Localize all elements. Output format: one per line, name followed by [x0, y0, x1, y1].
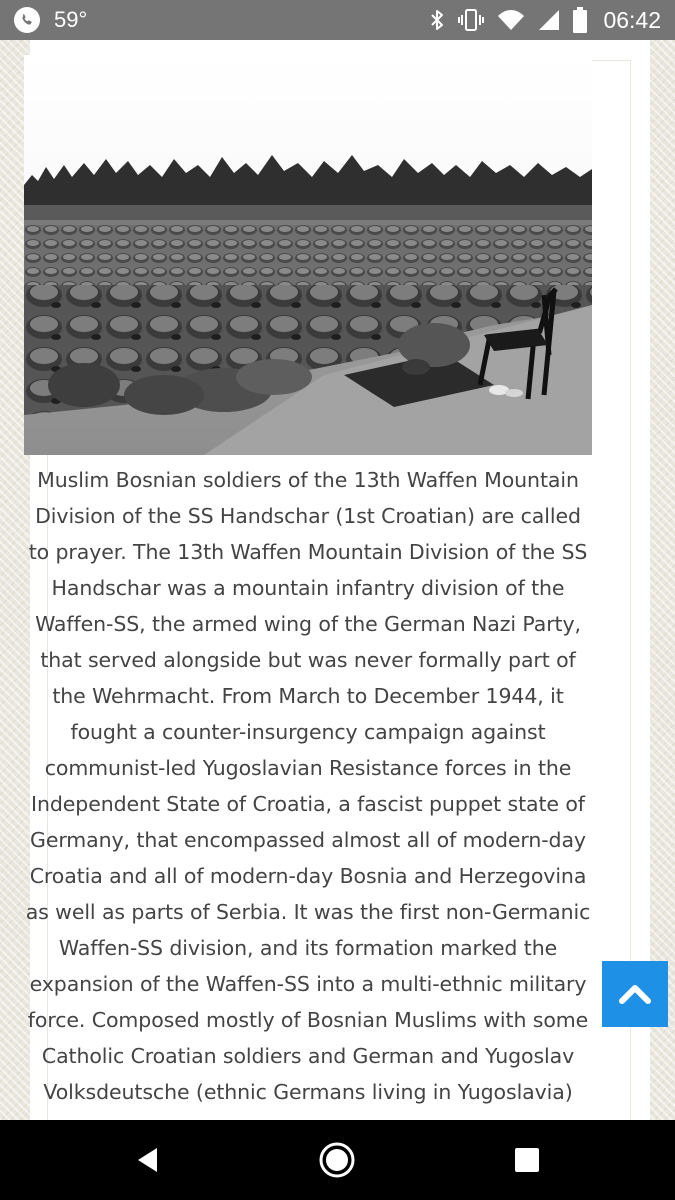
battery-icon	[573, 7, 587, 33]
temperature-text: 59°	[54, 7, 88, 32]
home-icon	[318, 1141, 356, 1179]
home-button[interactable]	[292, 1120, 382, 1200]
cell-signal-icon	[537, 8, 561, 32]
whatsapp-icon	[14, 7, 40, 33]
photo-caption: Muslim Bosnian soldiers of the 13th Waffen Mountain Division of the SS Handschar (1st Croatian) are called to prayer. The 13th Waffen Mountain Division of the SS Handschar was a mountain infantry division of the Waffen-SS, the armed wing of the German Nazi Party, that served alongside but was never formally part of the Wehrmacht. From March to December 1944, it fought a counter-insurgency campaign against communist-led Yugoslavian Resistance forces in the Independent State of Croatia, a fascist puppet state of Germany, that encompassed almost all of modern-day Croatia and all of modern-day Bosnia and Herzegovina as well as parts of Serbia. It was the first non-Germanic Waffen-SS division, and its formation marked the expansion of the Waffen-SS into a multi-ethnic military force. Composed mostly of Bosnian Muslims with some Catholic Croatian soldiers and German and Yugoslav Volksdeutsche (ethnic Germans living in Yugoslavia)	[25, 468, 591, 1104]
status-bar-right	[429, 0, 661, 40]
scroll-to-top-button[interactable]	[602, 961, 668, 1027]
back-button[interactable]	[103, 1120, 193, 1200]
article-photo[interactable]	[24, 55, 592, 455]
recents-button[interactable]	[482, 1120, 572, 1200]
wifi-icon	[497, 8, 525, 32]
status-bar-left	[14, 0, 87, 40]
bluetooth-icon	[429, 8, 445, 32]
navigation-bar	[0, 1120, 675, 1200]
clock-text: 06:42	[603, 6, 661, 33]
recents-icon	[514, 1147, 540, 1173]
back-icon	[135, 1146, 161, 1174]
vibrate-icon	[457, 8, 485, 32]
status-bar	[0, 0, 675, 40]
chevron-up-icon	[618, 983, 652, 1005]
